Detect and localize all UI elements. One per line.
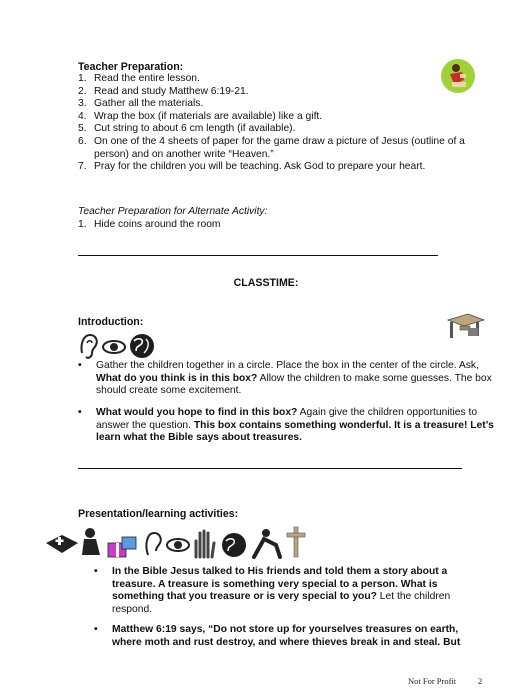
alternate-prep-title: Teacher Preparation for Alternate Activity: <box>78 206 268 217</box>
exercise-person-icon <box>254 529 280 557</box>
bible-icon <box>46 535 78 553</box>
gift-icon <box>108 537 136 557</box>
introduction-heading: Introduction: <box>78 316 144 328</box>
praying-child-icon <box>82 528 100 555</box>
ear-icon <box>146 533 160 555</box>
praying-person-icon <box>440 58 476 94</box>
presentation-bullet-1: • In the Bible Jesus talked to His friends and told them a story about a treasure. A treasure is something very special to a person. What is something that you treasure or is very special to you? Let the children respond. <box>94 566 451 615</box>
list-item: 3. Gather all the materials. <box>78 98 204 110</box>
alternate-prep-item: 1. Hide coins around the room <box>78 219 221 230</box>
teacher-prep-heading: Teacher Preparation: <box>78 61 184 73</box>
section-divider <box>78 468 462 469</box>
school-desk-icon <box>446 310 486 340</box>
activity-icons-row <box>44 523 314 563</box>
section-divider <box>78 255 438 256</box>
teacher-prep-list <box>78 73 478 174</box>
list-item: 7. Pray for the children you will be teaching. Ask God to prepare your heart. <box>78 161 426 173</box>
page-number: 2 <box>478 676 483 686</box>
list-item: 5. Cut string to about 6 cm length (if available). <box>78 123 296 135</box>
cross-icon <box>287 527 305 557</box>
hand-icon <box>196 531 214 557</box>
presentation-bullet-2: • Matthew 6:19 says, “Do not store up for yourselves treasures on earth, where moth and rust destroy, and where thieves break in and steal. But <box>94 624 461 648</box>
ear-eye-globe-icons <box>78 331 158 361</box>
list-item: 1. Read the entire lesson. <box>78 73 200 84</box>
eye-icon <box>167 539 189 551</box>
classtime-title: CLASSTIME: <box>233 277 299 289</box>
list-item: 2. Read and study Matthew 6:19-21. <box>78 85 249 97</box>
list-item: 4. Wrap the box (if materials are available) like a gift. <box>78 110 323 122</box>
intro-bullet-2: • What would you hope to find in this box? Again give the children opportunities to answer the question. This box contains something wonderful. It is a treasure! Let’s learn what the Bible says about treasures. <box>78 407 494 444</box>
list-item: 6. On one of the 4 sheets of paper for the game draw a picture of Jesus (outline of a person) and on another write “Heaven.” <box>78 135 465 160</box>
globe-icon <box>222 533 246 557</box>
footer-text: Not For Profit <box>408 676 457 686</box>
intro-bullet-1: • Gather the children together in a circle. Place the box in the center of the circle. Ask, What do you think is in this box? Allow the children to make some guesses. The box should create some excitement. <box>78 360 492 397</box>
presentation-heading: Presentation/learning activities: <box>78 508 239 520</box>
